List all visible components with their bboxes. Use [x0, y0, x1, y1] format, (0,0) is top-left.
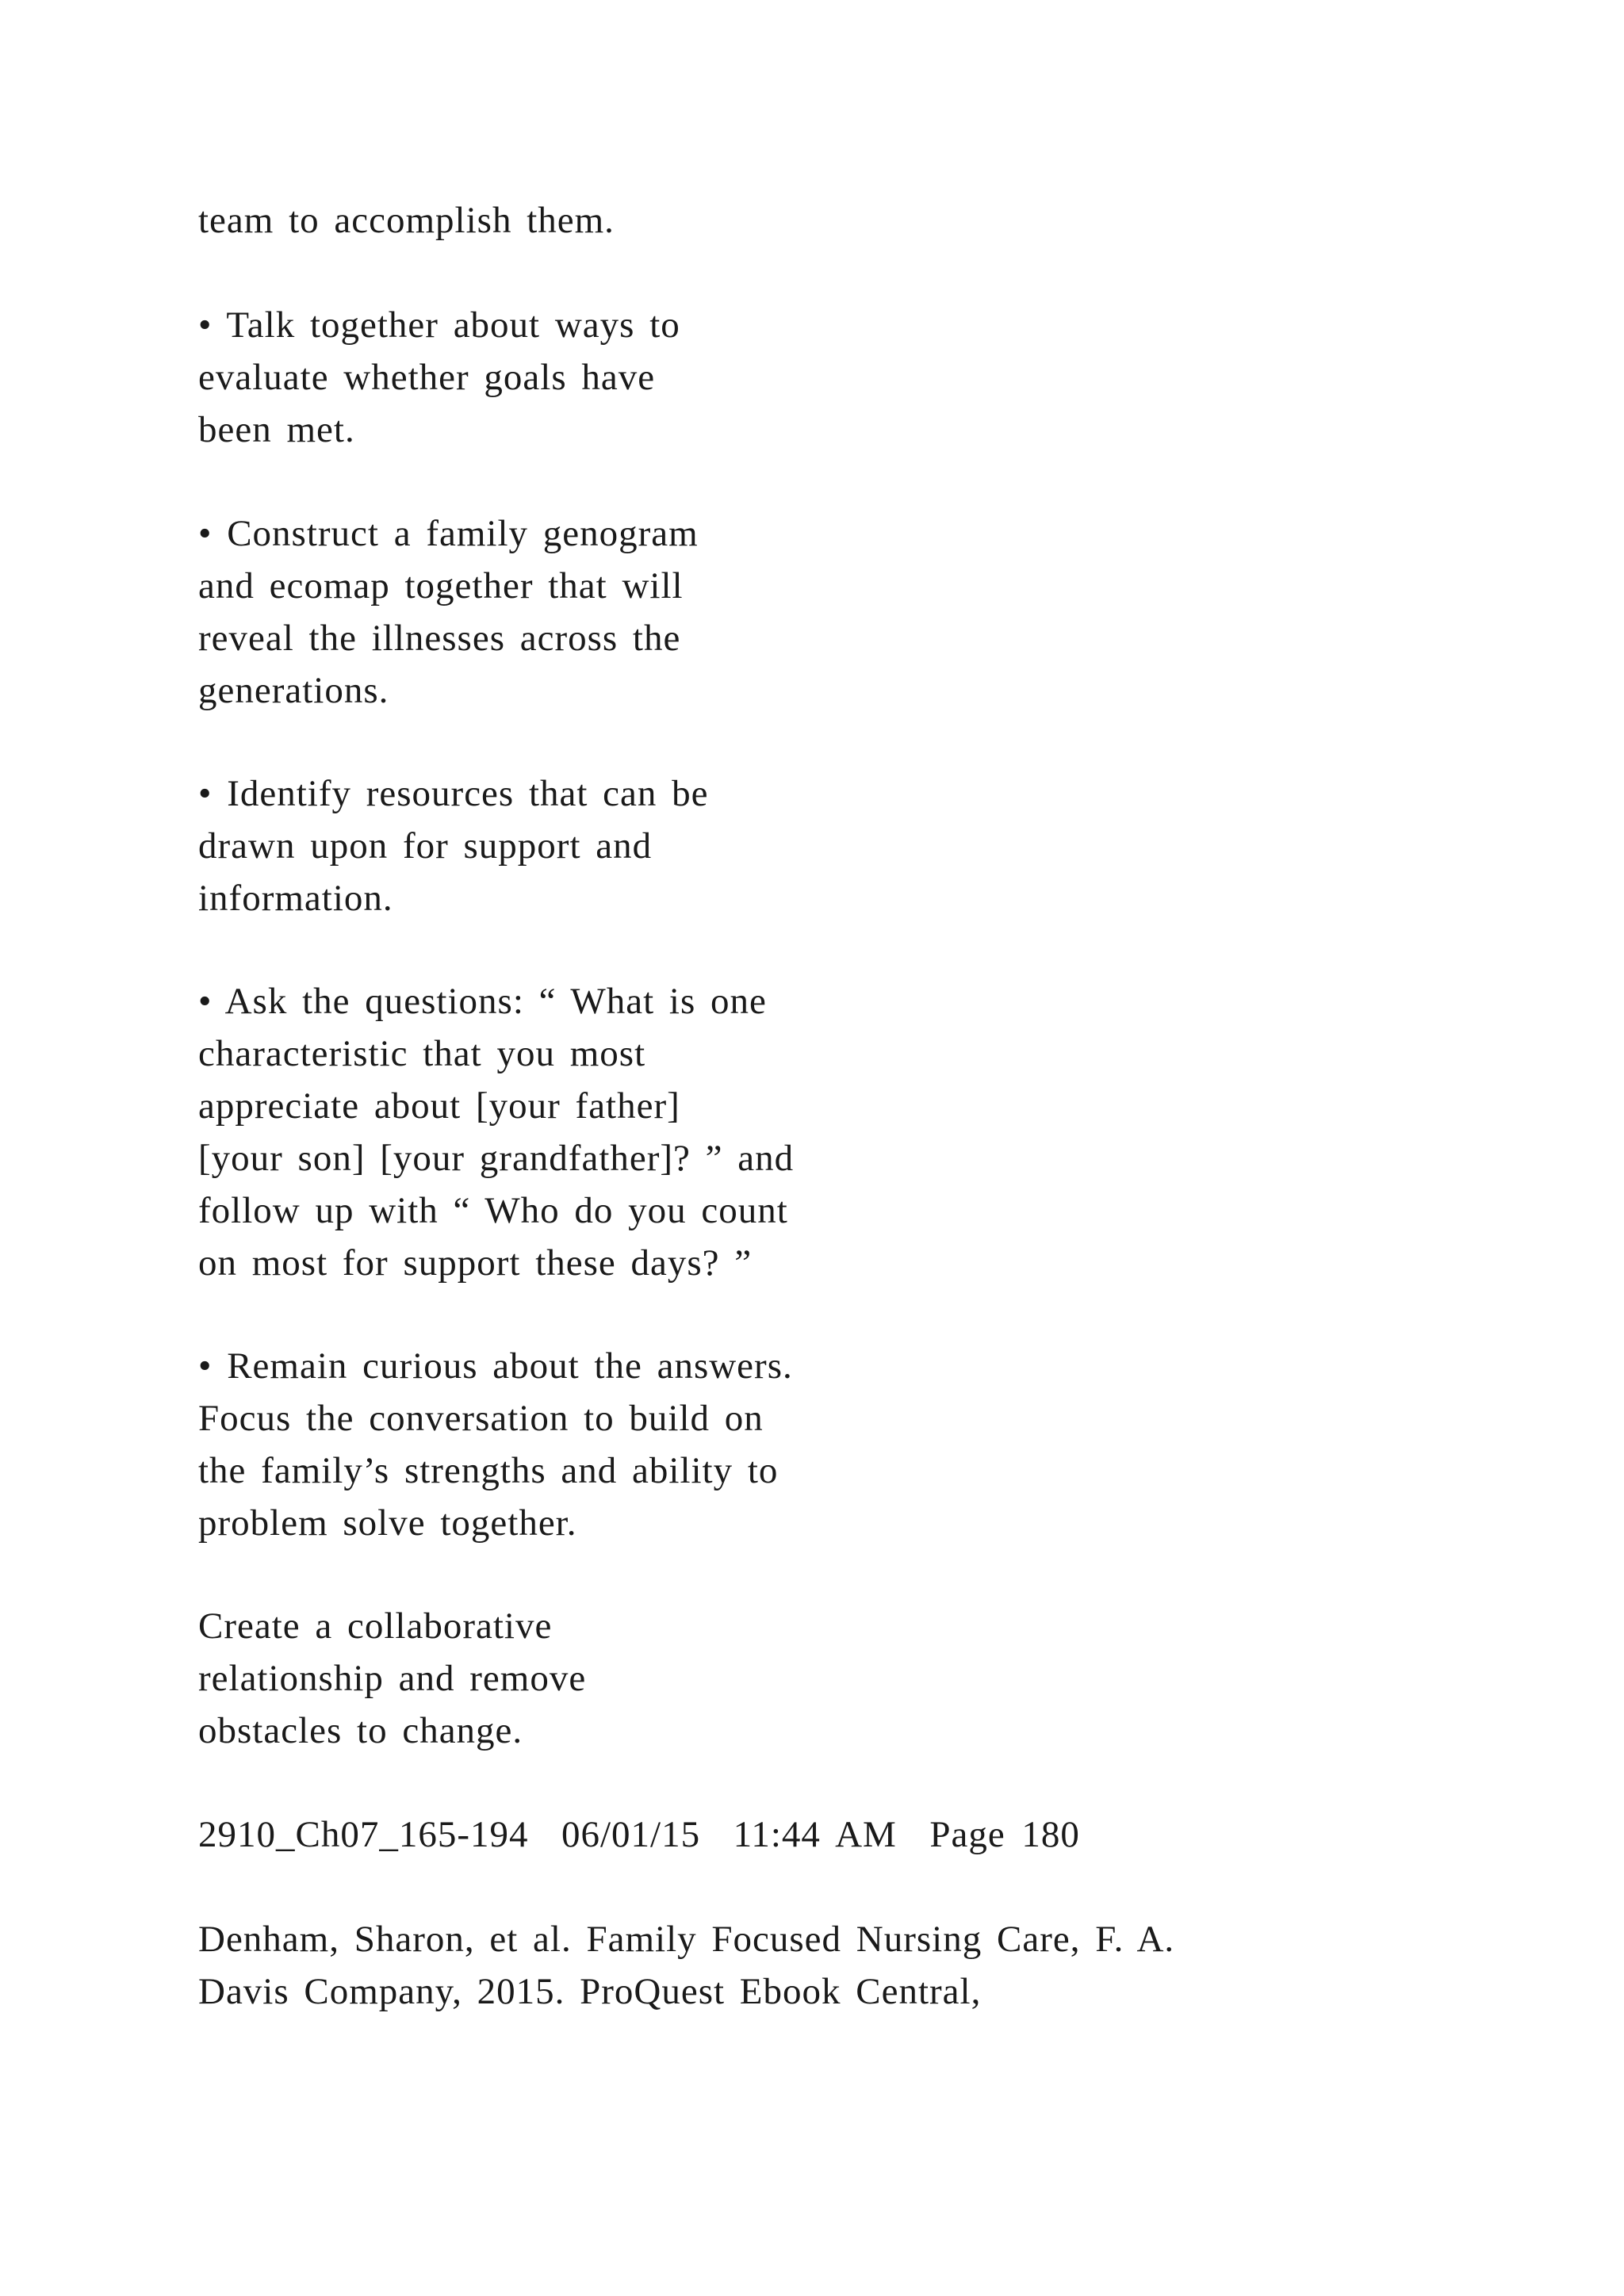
- text-line: • Talk together about ways to: [198, 304, 680, 346]
- text-line: Create a collaborative: [198, 1605, 553, 1647]
- text-line: evaluate whether goals have: [198, 357, 656, 398]
- text-line: information.: [198, 878, 393, 919]
- text-line: obstacles to change.: [198, 1710, 523, 1751]
- text-line: • Identify resources that can be: [198, 773, 709, 814]
- text-line: • Construct a family genogram: [198, 513, 699, 554]
- text-line: generations.: [198, 670, 389, 711]
- text-line: Denham, Sharon, et al. Family Focused Nursing Care, F. A.: [198, 1919, 1175, 1960]
- bullet-evaluate-goals: [198, 299, 680, 456]
- text-line: problem solve together.: [198, 1502, 577, 1544]
- text-line: [your son] [your grandfather]? ” and: [198, 1138, 795, 1179]
- text-line: been met.: [198, 409, 355, 450]
- bullet-questions: [198, 975, 794, 1289]
- bullet-genogram: [198, 507, 699, 717]
- text-line: team to accomplish them.: [198, 200, 615, 241]
- text-line: Focus the conversation to build on: [198, 1398, 764, 1439]
- page-stamp: [198, 1808, 1080, 1861]
- text-line: 2910_Ch07_165-194 06/01/15 11:44 AM Page 180: [198, 1814, 1080, 1855]
- text-line: • Ask the questions: “ What is one: [198, 981, 767, 1022]
- text-line: • Remain curious about the answers.: [198, 1345, 793, 1387]
- text-line: appreciate about [your father]: [198, 1085, 680, 1127]
- text-line: drawn upon for support and: [198, 825, 653, 867]
- collaborative-paragraph: [198, 1600, 586, 1757]
- bullet-remain-curious: [198, 1340, 793, 1549]
- text-line: the family’s strengths and ability to: [198, 1450, 779, 1491]
- text-line: follow up with “ Who do you count: [198, 1190, 788, 1231]
- bullet-resources: [198, 767, 709, 924]
- text-line: relationship and remove: [198, 1658, 587, 1699]
- intro-paragraph: [198, 194, 615, 247]
- text-line: Davis Company, 2015. ProQuest Ebook Central,: [198, 1971, 982, 2012]
- citation: [198, 1913, 1174, 2018]
- text-line: and ecomap together that will: [198, 565, 684, 607]
- text-line: reveal the illnesses across the: [198, 618, 681, 659]
- text-line: on most for support these days? ”: [198, 1242, 753, 1284]
- text-line: characteristic that you most: [198, 1033, 646, 1074]
